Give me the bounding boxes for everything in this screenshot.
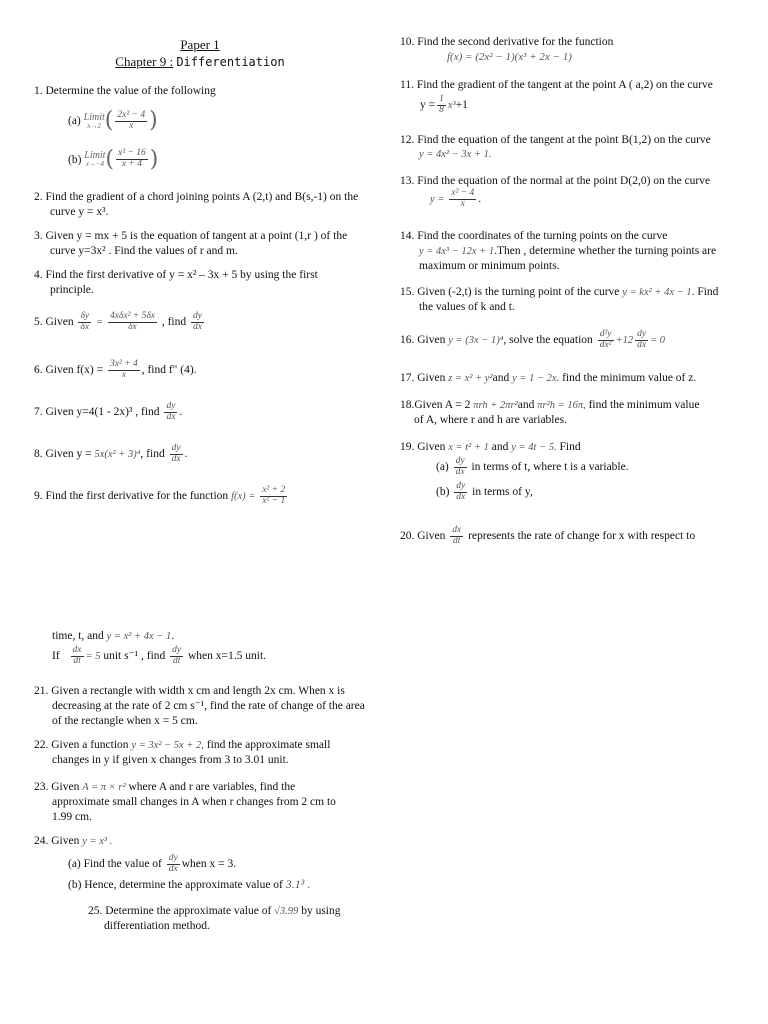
question-17: 17. Given z = x² + y²and y = 1 − 2x. find the minimum value of z. xyxy=(400,372,697,384)
limit-label: Limit xyxy=(84,150,106,162)
question-19: 19. Given x = t² + 1 and y = 4t − 5. Find (a) $\frac{dy}{dx}$ in terms of t, where t is a variable. (b) $\frac{dy}{dx}$ in terms of y, xyxy=(400,440,740,503)
question-4: 4. Find the first derivative of y = x² – 3x + 5 by using the first principle. xyxy=(34,269,318,296)
fraction: $\frac{dx}{dt}$ xyxy=(72,644,82,666)
question-19a: (a) $\frac{dy}{dx}$ in terms of t, where t is a variable. xyxy=(436,455,629,477)
limit-label: Limit xyxy=(83,111,105,123)
question-15: 15. Given (-2,t) is the turning point of the curve y = kx² + 4x − 1. Find the values of k and t. xyxy=(400,286,719,313)
question-12: 12. Find the equation of the tangent at the point B(1,2) on the curve y = 4x² − 3x + 1. xyxy=(400,134,711,160)
question-20: 20. Given $\frac{dx}{dt}$ represents the rate of change for x with respect to xyxy=(400,525,696,546)
question-13: 13. Find the equation of the normal at the point D(2,0) on the curve y = $\frac{\text{x² − 4}}{x}$ . xyxy=(400,175,711,209)
fraction: $\frac{dy}{dt}$ xyxy=(172,644,182,666)
question-24: 24. Given y = x³ . (a) Find the value of $\frac{dy}{dx}$ when x = 3. (b) Hence, determine the approximate value of 3.1³ . xyxy=(34,834,384,893)
question-23: 23. Given A = π × r² where A and r are variables, find the approximate small changes in A when r changes from 2 cm to 1.99 cm. xyxy=(34,781,336,823)
question-16: 16. Given y = (3x − 1)⁴, solve the equation $\frac{\text{d²y}}{\text{dx²}}$ +12 $\frac{dy}{dx}$ = 0 xyxy=(400,329,666,350)
question-10: 10. Find the second derivative for the function f(x) = (2x² − 1)(x³ + 2x − 1) xyxy=(400,36,614,63)
fraction: $\frac{dy}{dx}$ xyxy=(166,401,176,422)
question-11: 11. Find the gradient of the tangent at the point A ( a,2) on the curve y = $\frac{1}{8}$ x³+1 xyxy=(400,79,713,115)
question-24a: (a) Find the value of $\frac{dy}{dx}$ when x = 3. xyxy=(68,852,237,874)
question-20-continued: time, t, and y = x² + 4x − 1. If $\frac{dx}{dt}$ = 5 unit s⁻¹ , find $\frac{dy}{dt}$ when x=1.5 unit. xyxy=(52,630,267,666)
question-22: 22. Given a function y = 3x² − 5x + 2, find the approximate small changes in y if given x changes from 3 to 3.01 unit. xyxy=(34,739,331,766)
question-9: 9. Find the first derivative for the function f(x) = $\frac{\text{x² + 2}}{\text{x² − 1}}$ xyxy=(34,485,286,506)
question-21: 21. Given a rectangle with width x cm and length 2x cm. When x is decreasing at the rate of 2 cm s⁻¹, find the rate of change of the area of the rectangle when x = 5 cm. xyxy=(34,685,365,727)
fraction: $\frac{\text{x² + 2}}{\text{x² − 1}}$ xyxy=(262,485,286,506)
question-6: 6. Given f(x) = $\frac{\text{3x² + 4}}{x}$ , find f" (4). xyxy=(34,359,197,380)
fraction: $\frac{1}{8}$ xyxy=(439,93,444,115)
question-5: 5. Given $\frac{\delta y}{\delta x}$ = $\frac{\text{4xδx² + 5δx}}{\delta x}$ , find $\frac{dy}{dx}$ xyxy=(34,311,202,332)
question-19b: (b) $\frac{dy}{dx}$ in terms of y, xyxy=(436,480,533,502)
fraction: $\frac{\text{2x² − 4}}{x}$ xyxy=(117,109,146,131)
question-7: 7. Given y=4(1 - 2x)³ , find $\frac{dy}{dx}$ . xyxy=(34,401,183,422)
fraction: $\frac{\text{4xδx² + 5δx}}{\delta x}$ xyxy=(109,311,155,332)
fraction: $\frac{dy}{dx}$ xyxy=(637,329,647,350)
fraction: $\frac{\text{3x² + 4}}{x}$ xyxy=(109,359,138,380)
question-24b: (b) Hence, determine the approximate value of 3.1³ . xyxy=(68,876,311,891)
question-1a: (a) Limit x→2 ( $\frac{\text{2x² − 4}}{x}$ ) xyxy=(68,107,158,133)
fraction: $\frac{dy}{dx}$ xyxy=(193,311,202,332)
chapter-prefix: Chapter 9 : xyxy=(115,54,174,69)
question-text: Determine the value of the following xyxy=(45,85,216,97)
chapter-title xyxy=(100,54,300,71)
fraction: $\frac{dy}{dx}$ xyxy=(168,852,178,874)
fraction: $\frac{\text{d²y}}{\text{dx²}}$ xyxy=(599,329,612,350)
fraction: $\frac{dx}{dt}$ xyxy=(452,525,462,546)
paper-title: Paper 1 xyxy=(180,37,220,52)
fraction: $\frac{dy}{dx}$ xyxy=(456,480,466,502)
fraction: $\frac{\text{x² − 4}}{x}$ xyxy=(451,187,475,209)
fraction: $\frac{\text{x² − 16}}{x + 4}$ xyxy=(118,148,146,170)
question-2: 2. Find the gradient of a chord joining points A (2,t) and B(s,-1) on the curve y = x³. xyxy=(34,191,359,218)
question-25: 25. Determine the approximate value of √3.99 by using differentiation method. xyxy=(88,905,341,932)
question-14: 14. Find the coordinates of the turning points on the curve y = 4x³ − 12x + 1.Then , determine whether the turning points are maximum or minimum points. xyxy=(400,230,717,272)
question-18: 18.Given A = 2 πrh + 2πr²and πr²h = 16π, find the minimum value of A, where r and h are variables. xyxy=(400,399,700,426)
question-1b: (b) Limit x→−4 ( $\frac{\text{x² − 16}}{x + 4}$ ) xyxy=(68,146,159,172)
question-1 xyxy=(34,84,374,174)
fraction: $\frac{dy}{dx}$ xyxy=(455,455,465,477)
chapter-name: Differentiation xyxy=(176,55,285,69)
fraction: $\frac{\delta y}{\delta x}$ xyxy=(80,311,90,332)
question-3: 3. Given y = mx + 5 is the equation of tangent at a point (1,r ) of the curve y=3x² . Find the values of r and m. xyxy=(34,230,348,257)
fraction: $\frac{dy}{dx}$ xyxy=(171,443,181,464)
question-number: 1. xyxy=(34,85,43,97)
question-8: 8. Given y = 5x(x² + 3)⁴, find $\frac{dy}{dx}$ . xyxy=(34,443,188,464)
